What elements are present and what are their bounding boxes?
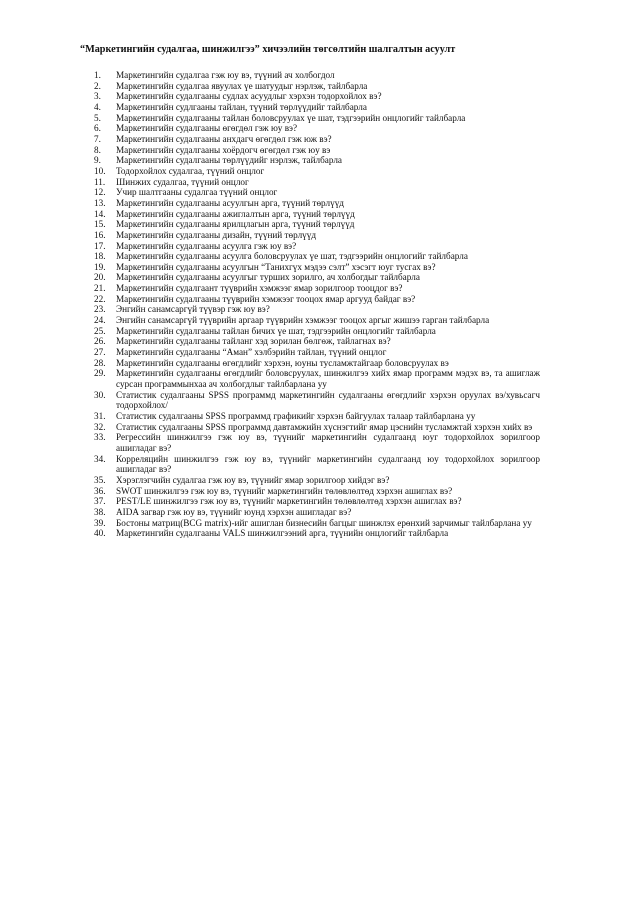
question-item [94,283,540,294]
question-number: 9. [94,155,101,166]
question-number: 33. [94,432,106,443]
question-item [94,241,540,252]
question-number: 16. [94,229,106,240]
question-item [94,528,540,539]
question-item [94,177,540,188]
question-number: 26. [94,336,106,347]
question-number: 40. [94,528,106,539]
question-number: 36. [94,485,106,496]
question-text: Маркетингийн судалгааны хоёрдогч өгөгдөл гэж юу вэ [116,144,331,155]
question-item [94,496,540,507]
question-text: Маркетингийн судалгааны өгөгдлийг боловсруулах, шинжилгээ хийх ямар программ мэдэх вэ, та ашиглаж сурсан программынхаа ач холбогдлыг тайлбарлана уу [116,368,540,390]
question-number: 23. [94,304,106,315]
question-text: Маркетингийн судалгаа явуулах үе шатуудыг нэрлэж, тайлбарла [116,80,368,91]
question-number: 19. [94,261,106,272]
question-item [94,347,540,358]
question-number: 38. [94,506,106,517]
question-text: Маркетингийн судалгааны ярилцлагын арга, түүний төрлүүд [116,219,355,230]
question-text: Маркетингийн судалгааны өгөгдлийг хэрхэн, юуны тусламжтайгаар боловсруулах вэ [116,357,449,368]
question-text: Маркетингийн судалгааны тайлан боловсруулах үе шат, тэдгээрийн онцлогийг тайлбарла [116,112,466,123]
question-text: Маркетингийн судалгааны “Аман” хэлбэрийн тайлан, түүний онцлог [116,347,387,358]
question-text: Корреляцийн шинжилгээ гэж юу вэ, түүнийг маркетингийн судалгаанд юу тодорхойлох зорилгоор ашигладаг вэ? [116,453,540,475]
question-number: 17. [94,240,106,251]
question-text: Энгийн санамсаргүй түүвэр гэж юу вэ? [116,304,270,315]
question-item [94,198,540,209]
question-text: Маркетингийн судалгааны судлах асуудлыг хэрхэн тодорхойлох вэ? [116,91,382,102]
question-number: 11. [94,176,106,187]
question-text: Маркетингийн судалгааны асуулга боловсруулах үе шат, тэдгээрийн онцлогийг тайлбарла [116,251,468,262]
question-text: Маркетингийн судалгаа гэж юу вэ, түүний ач холбогдол [116,70,335,80]
question-number: 10. [94,165,106,176]
question-text: Маркетингийн судалгааны VALS шинжилгээний арга, түүнийн онцлогийг тайлбарла [116,528,449,539]
question-item [94,272,540,283]
question-text: Хэрэглэгчийн судалгаа гэж юу вэ, түүнийг ямар зорилгоор хийдэг вэ? [116,474,390,485]
question-number: 2. [94,80,101,91]
question-number: 34. [94,453,106,464]
question-item [94,422,540,433]
question-number: 3. [94,91,101,102]
question-text: Маркетингийн судалгааны асуулга гэж юу вэ? [116,240,297,251]
question-number: 5. [94,112,101,123]
question-text: PEST/LE шинжилгээ гэж юу вэ, түүнийг маркетингийн төлөвлөлтөд хэрхэн ашиглах вэ? [116,496,462,507]
question-item [94,315,540,326]
document-title: “Маркетингийн судалгаа, шинжилгээ” хичээлийн төгсөлтийн шалгалтын асуулт [80,44,456,55]
question-number: 30. [94,389,106,400]
question-number: 22. [94,293,106,304]
question-text: Маркетингийн судалгааны дизайн, түүний төрлүүд [116,229,317,240]
question-number: 7. [94,133,101,144]
question-text: Маркетингийн судалгааны төрлүүдийг нэрлэж, тайлбарла [116,155,342,166]
question-text: Маркетингийн судалгааны анхдагч өгөгдөл гэж юж вэ? [116,133,332,144]
question-item [94,102,540,113]
question-text: AIDA загвар гэж юу вэ, түүнийг юунд хэрхэн ашигладаг вэ? [116,506,352,517]
question-number: 39. [94,517,106,528]
question-text: Маркетингийн судалгааны ажиглалтын арга, түүний төрлүүд [116,208,355,219]
question-text: Маркетингийн судалгааны өгөгдөл гэж юу вэ? [116,123,298,134]
question-item [94,145,540,156]
question-item [94,326,540,337]
question-number: 18. [94,251,106,262]
question-number: 37. [94,496,106,507]
question-item [94,358,540,369]
question-text: Шинжих судалгаа, түүний онцлог [116,176,249,187]
question-item [94,70,540,81]
question-item [94,486,540,497]
question-item [94,294,540,305]
question-item [94,454,540,475]
question-number: 32. [94,421,106,432]
question-number: 4. [94,101,101,112]
question-item [94,304,540,315]
question-number: 6. [94,123,101,134]
question-item [94,507,540,518]
question-number: 15. [94,219,106,230]
question-text: Регрессийн шинжилгээ гэж юу вэ, түүнийг маркетингийн судалгаанд юуг тодорхойлох зорилгоор ашигладаг вэ? [116,432,540,453]
question-item [94,187,540,198]
question-number: 1. [94,70,101,80]
question-number: 35. [94,474,106,485]
question-item [94,262,540,273]
question-text: Тодорхойлох судалгаа, түүний онцлог [116,165,265,176]
question-item [94,432,540,453]
question-item [94,123,540,134]
question-text: Маркетингийн судалгааны асуулгын “Танихгүх мэдээ сэлт” хэсэгт юуг тусгах вэ? [116,261,436,272]
question-item [94,134,540,145]
question-item [94,209,540,220]
question-text: Статистик судалгааны SPSS программд маркетингийн судалгааны өгөгдлийг хэрхэн оруулах вэ/хувьсагч тодорхойлох/ [116,389,540,411]
question-item [94,91,540,102]
question-item [94,251,540,262]
question-item [94,336,540,347]
question-number: 29. [94,368,106,379]
question-text: Маркетингийн судалгааны түүврийн хэмжээг тооцох ямар аргууд байдаг вэ? [116,293,416,304]
question-list [94,70,540,539]
question-item [94,113,540,124]
question-item [94,390,540,411]
question-text: Маркетингийн судалгааны тайланг хэд зорилан бөлгөж, тайлагнах вэ? [116,336,391,347]
question-item [94,155,540,166]
question-text: Маркетингийн судалгаант түүврийн хэмжээг ямар зорилгоор тооцдог вэ? [116,283,403,294]
question-text: Учир шалтгааны судалгаа түүний онцлог [116,187,278,198]
question-number: 12. [94,187,106,198]
question-item [94,475,540,486]
question-number: 14. [94,208,106,219]
question-item [94,219,540,230]
question-text: Маркетингийн судалгааны тайлан бичих үе шат, тэдгээрийн онцлогийг тайлбарла [116,325,436,336]
question-number: 8. [94,144,101,155]
question-text: Статистик судалгааны SPSS программд давтамжийн хүснэгтийг ямар цэснийн тусламжтай хэрхэн хийх вэ [116,421,533,432]
question-number: 28. [94,357,106,368]
question-number: 27. [94,347,106,358]
question-item [94,166,540,177]
question-text: Маркетингийн судлгааны тайлан, түүний төрлүүдийг тайлбарла [116,101,367,112]
question-number: 21. [94,283,106,294]
question-number: 13. [94,197,106,208]
question-number: 24. [94,315,106,326]
question-number: 31. [94,411,106,421]
question-text: Статистик судалгааны SPSS программд графикийг хэрхэн байгуулах талаар тайлбарлана уу [116,411,476,421]
question-text: SWOT шинжилгээ гэж юу вэ, түүнийг маркетингийн төлөвлөлтөд хэрхэн ашиглах вэ? [116,485,453,496]
question-text: Бостоны матриц(BCG matrix)-ийг ашиглан бизнесийн багцыг шинжлэх ерөнхий зарчимыг тайлбарлана уу [116,517,532,528]
question-number: 25. [94,325,106,336]
question-number: 20. [94,272,106,283]
question-item [94,411,540,422]
question-item [94,230,540,241]
question-text: Маркетингийн судалгааны асуулгын арга, түүний төрлүүд [116,197,344,208]
question-item [94,368,540,389]
question-text: Энгийн санамсаргүй түүврийн аргаар түүврийн хэмжээг тооцох аргыг жишээ гарган тайлбарла [116,315,490,326]
question-item [94,81,540,92]
question-text: Маркетингийн судалгааны асуулгыг турших зорилго, ач холбогдыг тайлбарла [116,272,420,283]
question-item [94,518,540,529]
